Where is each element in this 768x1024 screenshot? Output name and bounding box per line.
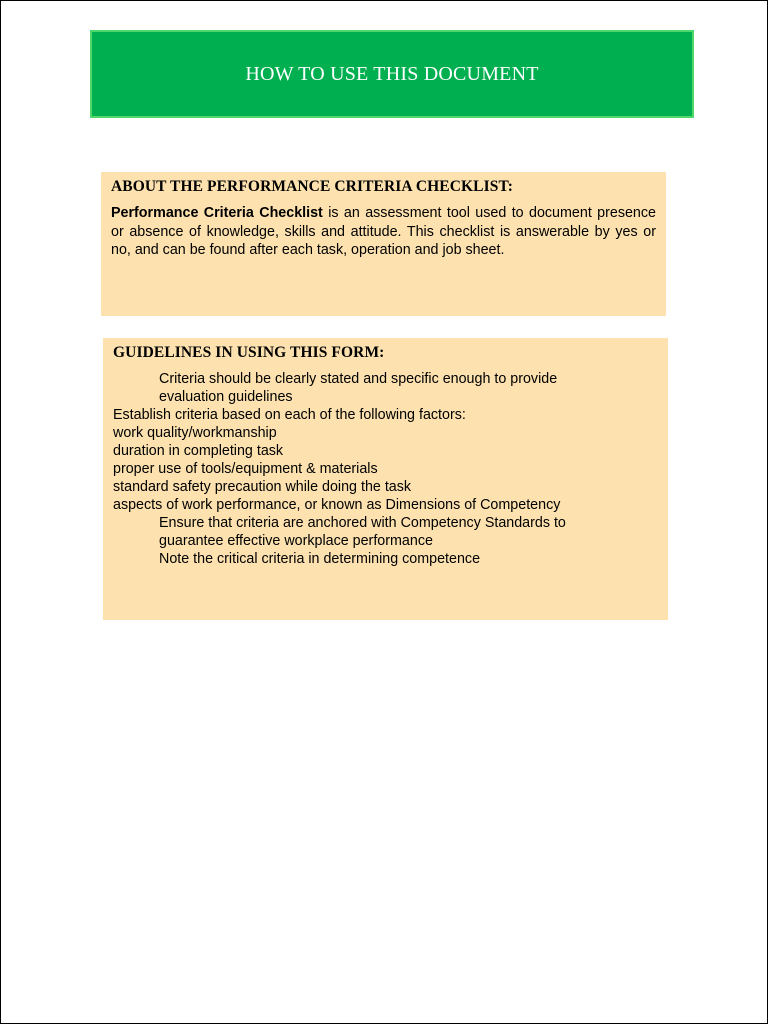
guideline-line: Note the critical criteria in determining competence	[159, 551, 481, 567]
guideline-line: evaluation guidelines	[159, 389, 293, 405]
guideline-line: Criteria should be clearly stated and specific enough to provide	[159, 371, 558, 387]
header-banner	[90, 30, 694, 118]
guideline-line: duration in completing task	[113, 443, 284, 459]
guideline-line: work quality/workmanship	[113, 425, 277, 441]
guideline-line: Establish criteria based on each of the following factors:	[113, 407, 466, 423]
about-heading: ABOUT THE PERFORMANCE CRITERIA CHECKLIST:	[111, 178, 513, 195]
about-paragraph	[111, 204, 656, 260]
about-term: Performance Criteria Checklist	[111, 205, 323, 221]
about-body: is an assessment tool used to document presence or absence of knowledge, skills and attitude. This checklist is answerable by yes or no, and can be found after each task, operation and job sheet.	[111, 205, 656, 258]
guideline-line: proper use of tools/equipment & materials	[113, 461, 378, 477]
guideline-line: standard safety precaution while doing the task	[113, 479, 412, 495]
guidelines-list	[113, 370, 658, 568]
guideline-line: guarantee effective workplace performance	[159, 533, 433, 549]
guidelines-heading: GUIDELINES IN USING THIS FORM:	[113, 344, 385, 361]
guidelines-section	[103, 338, 668, 620]
guideline-line: Ensure that criteria are anchored with Competency Standards to	[159, 515, 566, 531]
guideline-line: aspects of work performance, or known as Dimensions of Competency	[113, 497, 561, 513]
page-title: HOW TO USE THIS DOCUMENT	[245, 62, 539, 85]
about-section	[101, 172, 666, 316]
